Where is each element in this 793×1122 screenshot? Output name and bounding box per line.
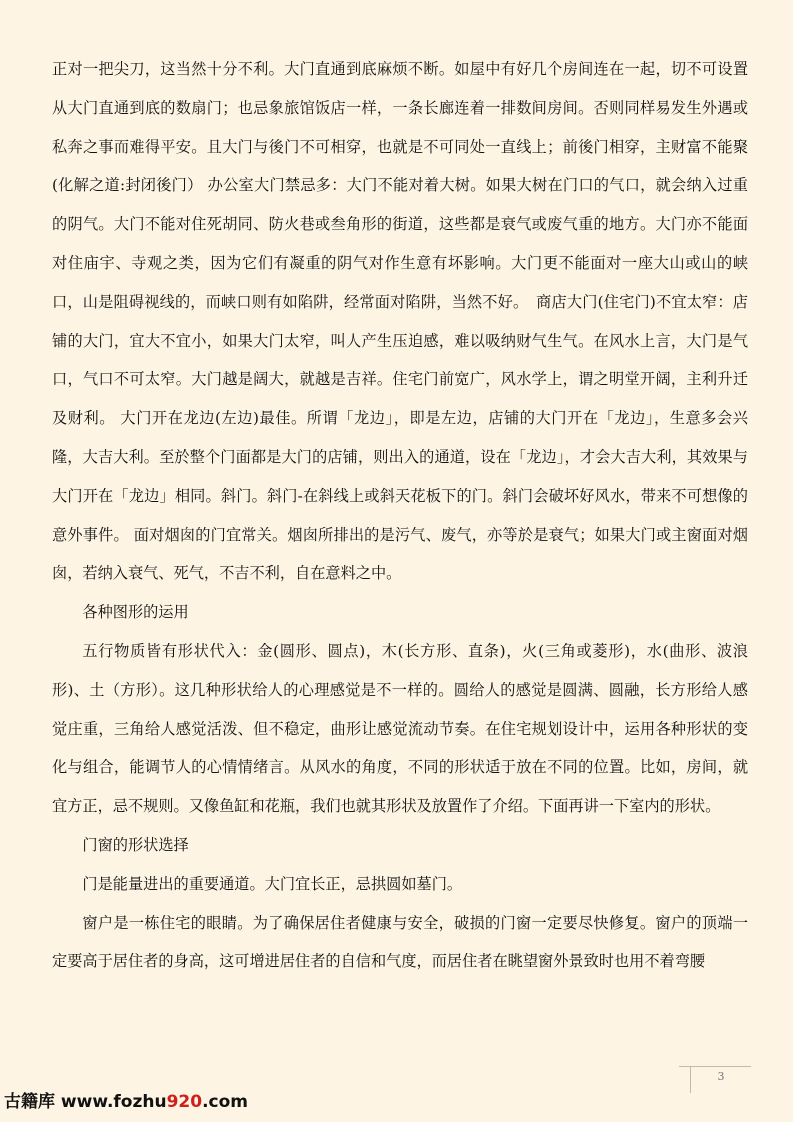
site-logo [4, 1087, 248, 1117]
logo-suffix: .com [202, 1092, 249, 1112]
paragraph-1: 正对一把尖刀，这当然十分不利。大门直通到底麻烦不断。如屋中有好几个房间连在一起，切不可设置从大门直通到底的数扇门；也忌象旅馆饭店一样，一条长廊连着一排数间房间。否则同样易发生外遇或私奔之事而难得平安。且大门与後门不可相穿，也就是不可同处一直线上；前後门相穿，主财富不能聚(化解之道:封闭後门） 办公室大门禁忌多：大门不能对着大树。如果大树在门口的气口，就会纳入过重的阴气。大门不能对住死胡同、防火巷或叁角形的街道，这些都是衰气或废气重的地方。大门亦不能面对住庙宇、寺观之类，因为它们有凝重的阴气对作生意有坏影响。大门更不能面对一座大山或山的峡口，山是阻碍视线的，而峡口则有如陷阱，经常面对陷阱，当然不好。 商店大门(住宅门)不宜太窄：店铺的大门，宜大不宜小，如果大门太窄，叫人产生压迫感，难以吸纳财气生气。在风水上言，大门是气口，气口不可太窄。大门越是阔大，就越是吉祥。住宅门前宽广，风水学上，谓之明堂开阔，主利升迁及财利。 大门开在龙边(左边)最佳。所谓「龙边」，即是左边，店铺的大门开在「龙边」，生意多会兴隆，大吉大利。至於整个门面都是大门的店铺，则出入的通道，设在「龙边」，才会大吉大利，其效果与大门开在「龙边」相同。斜门。斜门-在斜线上或斜天花板下的门。斜门会破坏好风水，带来不可想像的意外事件。 面对烟囱的门宜常关。烟囱所排出的是污气、废气，亦等於是衰气；如果大门或主窗面对烟囱，若纳入衰气、死气，不吉不利，自在意料之中。 [52, 60, 748, 583]
page-number-box [690, 1066, 751, 1093]
paragraph-4: 窗户是一栋住宅的眼睛。为了确保居住者健康与安全，破损的门窗一定要尽快修复。窗户的顶端一定要高于居住者的身高，这可增进居住者的自信和气度，而居住者在眺望窗外景致时也用不着弯腰 [52, 913, 748, 971]
page-number: 3 [717, 1070, 725, 1083]
section-heading-doors-windows: 门窗的形状选择 [82, 835, 189, 854]
paragraph-3: 门是能量进出的重要通道。大门宜长正，忌拱圆如墓门。 [82, 874, 463, 893]
paragraph-2: 五行物质皆有形状代入：金(圆形、圆点)，木(长方形、直条)，火(三角或菱形)，水(曲形、波浪形)、土（方形）。这几种形状给人的心理感觉是不一样的。圆给人的感觉是圆满、圆融，长方形给人感觉庄重，三角给人感觉活泼、但不稳定，曲形让感觉流动节奏。在住宅规划设计中，运用各种形状的变化与组合，能调节人的心情情绪言。从风水的角度，不同的形状适于放在不同的位置。比如，房间，就宜方正，忌不规则。又像鱼缸和花瓶，我们也就其形状及放置作了介绍。下面再讲一下室内的形状。 [52, 641, 748, 816]
logo-prefix: 古籍库 www.fozhu [4, 1092, 167, 1112]
logo-number: 920 [166, 1092, 203, 1112]
document-body [52, 50, 748, 981]
section-heading-shapes: 各种图形的运用 [82, 603, 189, 622]
